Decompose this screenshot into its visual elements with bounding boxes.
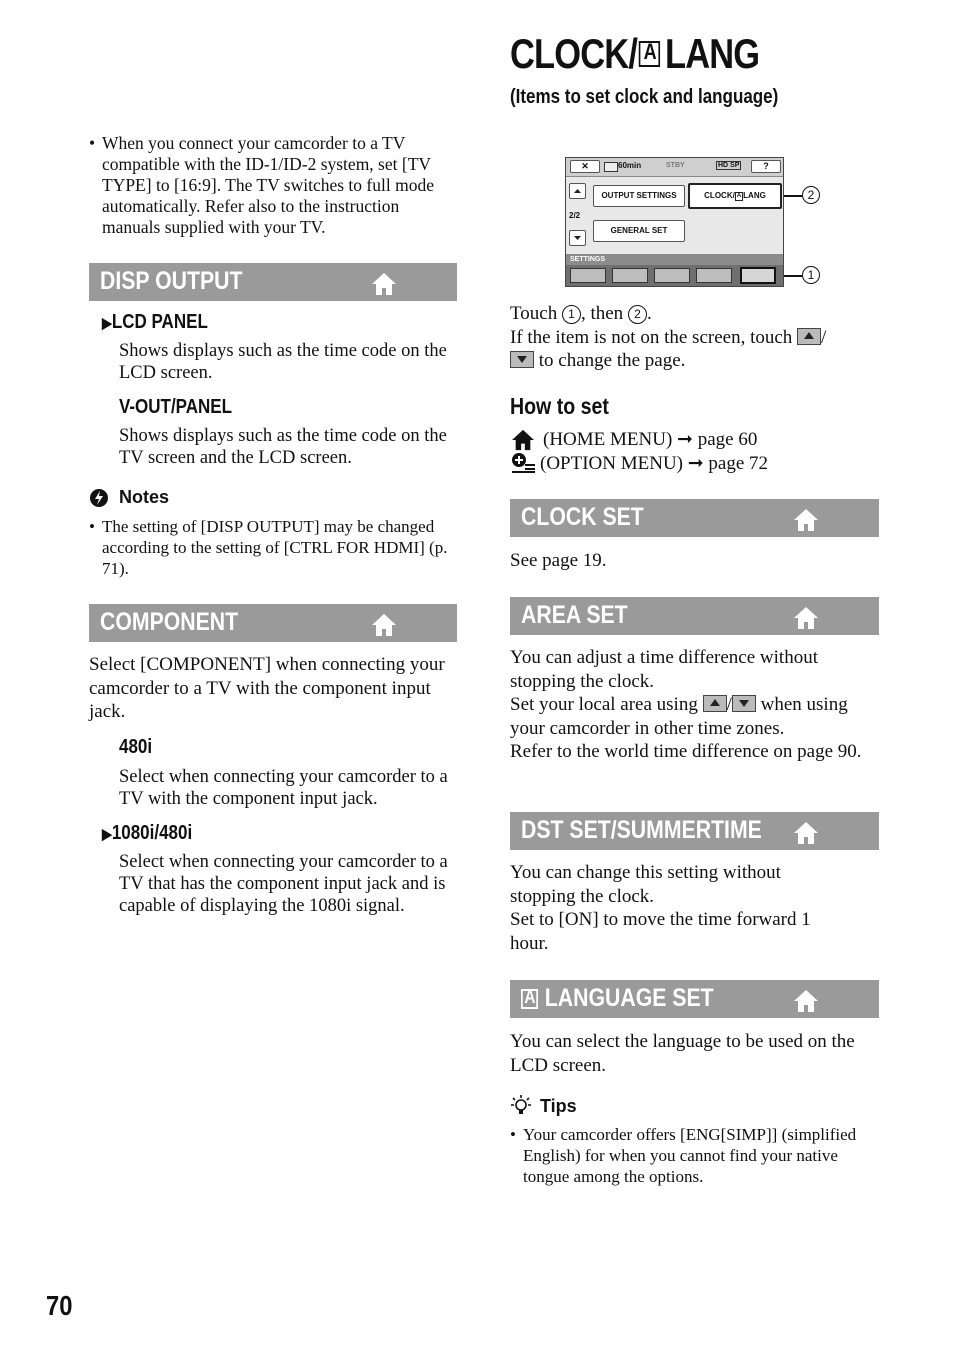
intro-bullet: • When you connect your camcorder to a TV compatible with the ID-1/ID-2 system, set [TV TYPE] to [16:9]. The TV switches to full mode automatically. Refer also to the instruction manuals supplied with your TV. [89, 133, 457, 238]
touch-then-text: , then [580, 303, 624, 324]
option-menu-icon [510, 452, 536, 474]
down-arrow-icon [570, 231, 585, 245]
area-set-text2b: when using your camcorder in other time zones. [510, 694, 848, 739]
language-icon: A [521, 989, 538, 1009]
title-text-lang: LANG [664, 30, 760, 77]
how-to-set-lines [510, 428, 880, 475]
language-icon [639, 41, 660, 67]
how-to-set-heading: How to set [510, 393, 609, 419]
lightbulb-icon [510, 1094, 532, 1118]
page-subtitle: (Items to set clock and language) [510, 86, 779, 108]
circled-number-1: 1 [562, 305, 581, 324]
home-icon [371, 613, 397, 637]
disp-output-heading-bar [89, 263, 457, 301]
touch-instructions [510, 302, 880, 373]
lcd-tab-camera [570, 268, 606, 283]
home-icon [793, 508, 819, 532]
area-set-heading: AREA SET [521, 601, 628, 629]
dst-set-text2: Set to [ON] to move the time forward 1 hour. [510, 909, 811, 954]
callout-1: 1 [802, 266, 820, 284]
notes-heading [89, 487, 169, 508]
intro-bullet-text: When you connect your camcorder to a TV compatible with the ID-1/ID-2 system, set [TV TYPE] to [16:9]. The TV switches to full mode automatically. Refer also to the instruction manuals supplied with your TV. [102, 133, 434, 237]
circled-number-2: 2 [628, 305, 647, 324]
option-1080i-label [102, 822, 192, 845]
area-set-heading-bar [510, 597, 879, 635]
up-arrow-icon [570, 184, 585, 198]
lcd-tab-manage [696, 268, 732, 283]
option-1080i-description: Select when connecting your camcorder to a TV that has the component input jack and is capable of displaying the 1080i signal. [119, 852, 448, 916]
clock-lang-btn-text1: CLOCK/ [704, 191, 735, 200]
page-change-text1: If the item is not on the screen, touch [510, 326, 793, 348]
tips-bullet-text: Your camcorder offers [ENG[SIMP]] (simplified English) for when you cannot find your native tongue among the options. [523, 1125, 857, 1186]
notes-icon [89, 488, 109, 508]
dst-set-heading: DST SET/SUMMERTIME [521, 816, 762, 844]
home-icon [371, 272, 397, 296]
touch-text: Touch [510, 303, 558, 324]
area-set-text2a: Set your local area using [510, 694, 698, 715]
down-arrow-icon [732, 695, 756, 712]
dst-set-body [510, 861, 845, 955]
page-title [510, 30, 759, 78]
clock-lang-btn-text2: LANG [743, 191, 766, 200]
area-set-text3: Refer to the world time difference on page 90. [510, 741, 862, 762]
tips-heading-text: Tips [540, 1095, 577, 1116]
lcd-screen-illustration [565, 157, 784, 287]
home-icon [793, 989, 819, 1013]
language-icon: A [736, 193, 742, 199]
component-intro: Select [COMPONENT] when connecting your camcorder to a TV with the component input jack. [89, 654, 445, 722]
lcd-clock-lang-button [688, 183, 782, 209]
home-menu-line: (HOME MENU) ➞ page 60 [543, 429, 758, 450]
default-marker-icon: ▶ [102, 315, 112, 332]
option-1080i-text: 1080i/480i [111, 822, 193, 844]
notes-bullet: • The setting of [DISP OUTPUT] may be changed according to the setting of [CTRL FOR HDMI] (p. 71). [89, 516, 457, 579]
lcd-general-set-button: GENERAL SET [593, 220, 685, 242]
down-arrow-icon [510, 351, 534, 368]
lcd-tab-settings [740, 267, 776, 284]
lcd-output-settings-button: OUTPUT SETTINGS [593, 185, 685, 207]
dst-set-heading-bar [510, 812, 879, 850]
clock-set-heading: CLOCK SET [521, 503, 644, 531]
callout-2-line [784, 195, 802, 197]
lcd-close-button: ✕ [570, 160, 600, 173]
language-set-text: You can select the language to be used on the LCD screen. [510, 1031, 855, 1076]
component-heading: COMPONENT [100, 608, 239, 636]
lcd-panel-description: Shows displays such as the time code on the LCD screen. [119, 341, 447, 383]
home-icon [510, 429, 536, 451]
lcd-panel-label: LCD PANEL [111, 311, 208, 333]
notes-bullet-text: The setting of [DISP OUTPUT] may be changed according to the setting of [CTRL FOR HDMI] (p. 71). [102, 517, 448, 578]
lcd-scroll-down-button [569, 230, 586, 246]
lcd-status-bar [566, 158, 783, 177]
tips-bullet: • Your camcorder offers [ENG[SIMP]] (simplified English) for when you cannot find your native tongue among the options. [510, 1124, 879, 1187]
callout-1-line [784, 275, 802, 277]
lcd-category-tabs [566, 265, 783, 286]
v-out-panel-label: V-OUT/PANEL [119, 396, 233, 418]
up-arrow-icon [703, 695, 727, 712]
title-text-clock: CLOCK/ [510, 30, 638, 77]
clock-set-text: See page 19. [510, 550, 607, 571]
option-lcd-panel-label [102, 311, 208, 334]
default-marker-icon: ▶ [102, 826, 112, 843]
disp-output-heading: DISP OUTPUT [100, 267, 243, 295]
option-480i-description: Select when connecting your camcorder to a TV with the component input jack. [119, 767, 448, 809]
option-menu-line: (OPTION MENU) ➞ page 72 [540, 452, 769, 474]
language-set-heading-text: LANGUAGE SET [544, 984, 714, 1012]
option-480i-label: 480i [119, 736, 153, 758]
area-set-body [510, 646, 879, 764]
lcd-help-button: ? [751, 160, 781, 173]
component-heading-bar [89, 604, 457, 642]
touch-period: . [646, 303, 652, 324]
area-set-text1: You can adjust a time difference without stopping the clock. [510, 647, 818, 692]
lcd-tab-playback [612, 268, 648, 283]
home-icon [793, 821, 819, 845]
lcd-page-indicator: 2/2 [569, 211, 581, 220]
dst-set-text1: You can change this setting without stopping the clock. [510, 862, 781, 907]
notes-heading-text: Notes [119, 487, 170, 507]
clock-set-heading-bar [510, 499, 879, 537]
battery-icon [604, 162, 618, 172]
language-set-heading-bar [510, 980, 879, 1018]
status-text: STBY [666, 162, 685, 169]
page-change-text2: to change the page. [538, 350, 686, 371]
language-set-heading [521, 984, 714, 1013]
tips-heading [510, 1094, 577, 1118]
callout-2: 2 [802, 186, 820, 204]
v-out-panel-description: Shows displays such as the time code on the TV screen and the LCD screen. [119, 426, 447, 468]
lcd-settings-label: SETTINGS [566, 254, 783, 265]
quality-badge: HD SP [718, 162, 740, 169]
lcd-tab-others [654, 268, 690, 283]
lcd-scroll-up-button [569, 183, 586, 199]
up-arrow-icon [797, 328, 821, 345]
battery-remaining: 60min [618, 161, 642, 170]
area-set-slash: / [726, 694, 732, 715]
home-icon [793, 606, 819, 630]
page-change-slash: / [821, 326, 827, 348]
page-number: 70 [46, 1290, 73, 1321]
